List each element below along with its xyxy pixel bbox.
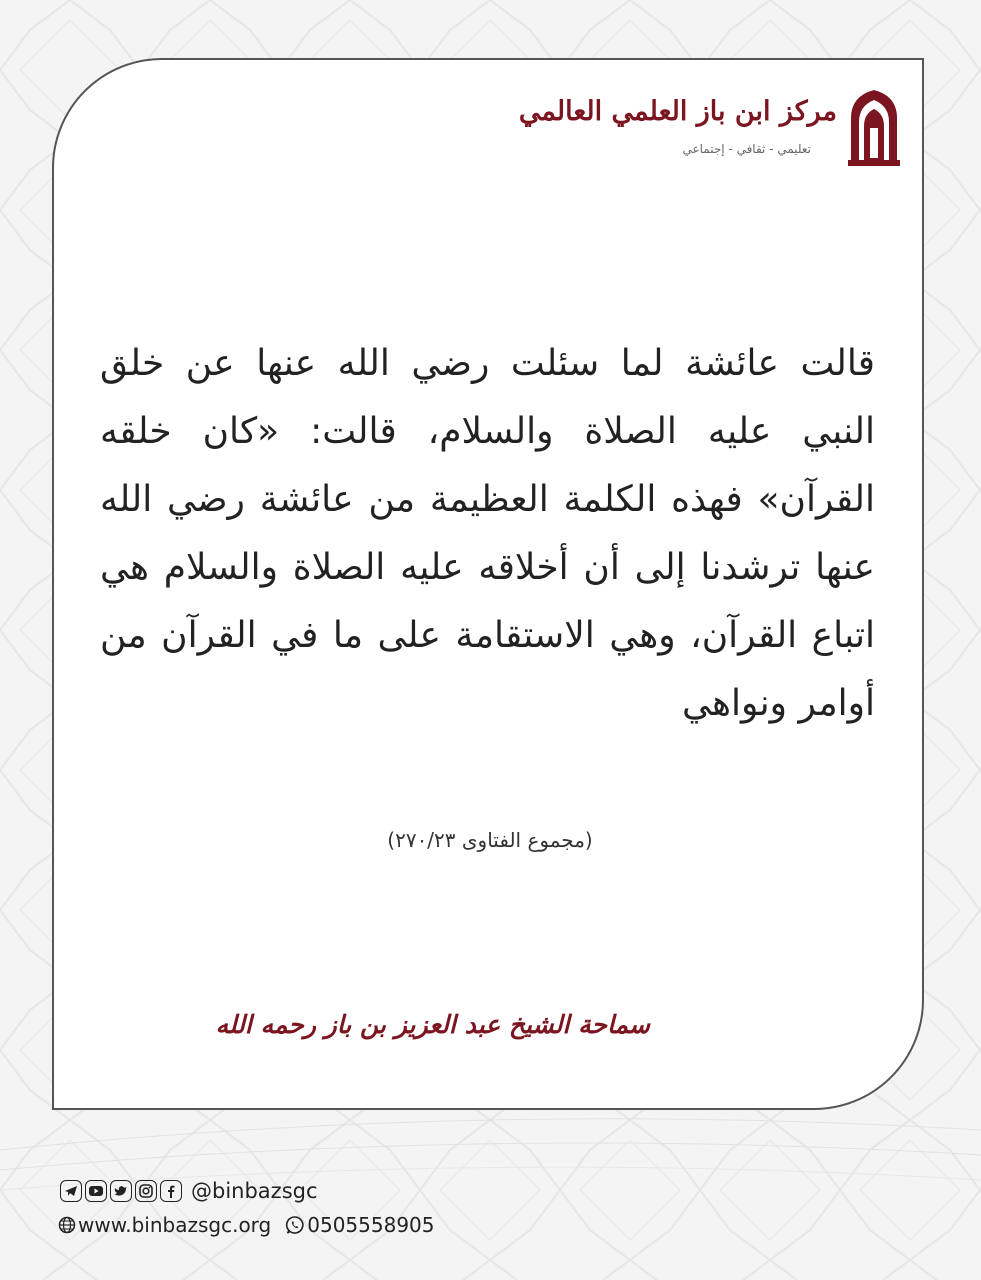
mosque-arch-emblem-icon: [845, 88, 903, 168]
organization-logo: [518, 88, 903, 174]
telegram-icon[interactable]: [60, 1180, 82, 1202]
social-handle[interactable]: @binbazsgc: [191, 1179, 318, 1203]
quote-text: قالت عائشة لما سئلت رضي الله عنها عن خلق النبي عليه الصلاة والسلام، قالت: «كان خلقه القرآن» فهذه الكلمة العظيمة من عائشة رضي الله عنها ترشدنا إلى أن أخلاقه عليه الصلاة والسلام هي اتباع القرآن، وهي الاستقامة على ما في القرآن من أوامر ونواهي: [100, 343, 875, 724]
instagram-icon[interactable]: [135, 1180, 157, 1202]
social-bar: [60, 1178, 318, 1204]
website-link[interactable]: www.binbazsgc.org: [78, 1213, 272, 1237]
whatsapp-icon: [285, 1215, 305, 1235]
facebook-icon[interactable]: [160, 1180, 182, 1202]
contact-bar: [58, 1212, 435, 1238]
citation: (مجموع الفتاوى ٢٧٠/٢٣): [387, 828, 593, 852]
globe-icon: [58, 1216, 76, 1234]
organization-tagline: تعليمي - ثقافي - إجتماعي: [682, 142, 811, 156]
twitter-icon[interactable]: [110, 1180, 132, 1202]
phone-number[interactable]: 0505558905: [307, 1213, 435, 1237]
youtube-icon[interactable]: [85, 1180, 107, 1202]
signature-calligraphy: سماحة الشيخ عبد العزيز بن باز رحمه الله: [215, 1010, 650, 1039]
organization-name: مركز ابن باز العلمي العالمي: [518, 96, 837, 127]
